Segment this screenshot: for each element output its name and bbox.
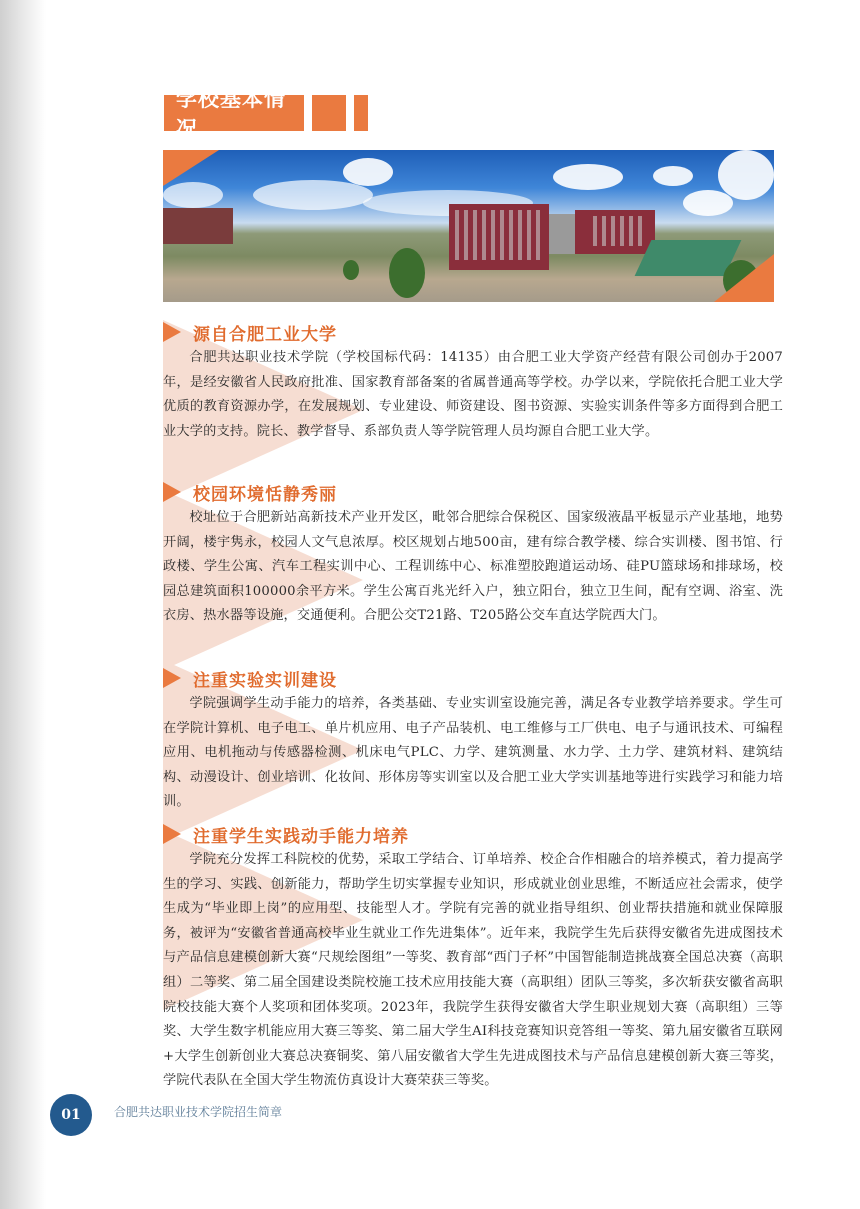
title-deco-block: [354, 95, 368, 131]
building-windows: [593, 216, 643, 246]
page-title: 学校基本情况: [164, 95, 304, 131]
section-body: 合肥共达职业技术学院（学校国标代码：14135）由合肥工业大学资产经营有限公司创办于2007年，是经安徽省人民政府批准、国家教育部备案的省属普通高等学校。办学以来，学院依托合肥工业大学优质的教育资源办学，在发展规划、专业建设、师资建设、图书资源、实验实训条件等多方面得到合肥工业大学的支持。院长、教学督导、系部负责人等学院管理人员均源自合肥工业大学。: [163, 350, 783, 439]
campus-banner-image: [163, 150, 774, 302]
cloud: [343, 158, 393, 186]
banner-corner-accent: [714, 254, 774, 302]
section-lab-training: [163, 666, 783, 815]
section-title: 源自合肥工业大学: [193, 324, 337, 345]
title-deco-block: [312, 95, 346, 131]
triangle-arrow-icon: [163, 322, 181, 342]
triangle-arrow-icon: [163, 824, 181, 844]
section-practical-skills: [163, 822, 783, 1094]
page-fold-shadow: [0, 0, 46, 1209]
section-body: 校址位于合肥新站高新技术产业开发区，毗邻合肥综合保税区、国家级液晶平板显示产业基地，地势开阔，楼宇隽永，校园人文气息浓厚。校区规划占地500亩，建有综合教学楼、综合实训楼、图书馆、行政楼、学生公寓、汽车工程实训中心、工程训练中心、标准塑胶跑道运动场、硅PU篮球场和排球场，校园总建筑面积100000余平方米。学生公寓百兆光纤入户，独立阳台，独立卫生间，配有空调、浴室、洗衣房、热水器等设施，交通便利。合肥公交T21路、T205路公交车直达学院西大门。: [163, 510, 783, 624]
section-header: [164, 86, 368, 141]
section-origin: [163, 320, 783, 444]
section-campus-environment: [163, 480, 783, 629]
tree: [343, 260, 359, 280]
cloud: [718, 150, 774, 200]
building: [549, 214, 575, 254]
triangle-arrow-icon: [163, 668, 181, 688]
section-body: 学院充分发挥工科院校的优势，采取工学结合、订单培养、校企合作相融合的培养模式，着力提高学生的学习、实践、创新能力，帮助学生切实掌握专业知识，形成就业创业思维，不断适应社会需求，使学生成为“毕业即上岗”的应用型、技能型人才。学院有完善的就业指导组织、创业帮扶措施和就业保障服务，被评为“安徽省普通高校毕业生就业工作先进集体”。近年来，我院学生先后获得安徽省先进成图技术与产品信息建模创新大赛“尺规绘图组”一等奖、教育部“西门子杯”中国智能制造挑战赛全国总决赛（高职组）二等奖、第二届全国建设类院校施工技术应用技能大赛（高职组）团队三等奖，多次斩获安徽省高职院校技能大赛个人奖项和团体奖项。2023年，我院学生获得安徽省大学生职业规划大赛（高职组）三等奖、大学生数字机能应用大赛三等奖、第二届大学生AI科技竞赛知识竞答组一等奖、第九届安徽省互联网+大学生创新创业大赛总决赛铜奖、第八届安徽省大学生先进成图技术与产品信息建模创新大赛三等奖，学院代表队在全国大学生物流仿真设计大赛荣获三等奖。: [163, 852, 783, 1089]
banner-corner-accent: [163, 150, 219, 186]
section-title: 注重实验实训建设: [193, 670, 337, 691]
cloud: [653, 166, 693, 186]
page-number-badge: 01: [50, 1094, 92, 1136]
cloud: [253, 180, 373, 210]
cloud: [683, 190, 733, 216]
cloud: [553, 164, 623, 190]
page-footer: [50, 1094, 282, 1136]
section-title: 校园环境恬静秀丽: [193, 484, 337, 505]
building-windows: [455, 210, 543, 260]
section-body: 学院强调学生动手能力的培养，各类基础、专业实训室设施完善，满足各专业教学培养要求。学生可在学院计算机、电子电工、单片机应用、电子产品装机、电工维修与工厂供电、电子与通讯技术、可编程应用、电机拖动与传感器检测、机床电气PLC、力学、建筑测量、水力学、土力学、建筑材料、建筑结构、动漫设计、创业培训、化妆间、形体房等实训室以及合肥工业大学实训基地等进行实践学习和能力培训。: [163, 696, 783, 810]
footer-caption: 合肥共达职业技术学院招生简章: [114, 1104, 283, 1119]
building: [163, 208, 233, 244]
tree: [389, 248, 425, 298]
section-title: 注重学生实践动手能力培养: [193, 826, 409, 847]
triangle-arrow-icon: [163, 482, 181, 502]
